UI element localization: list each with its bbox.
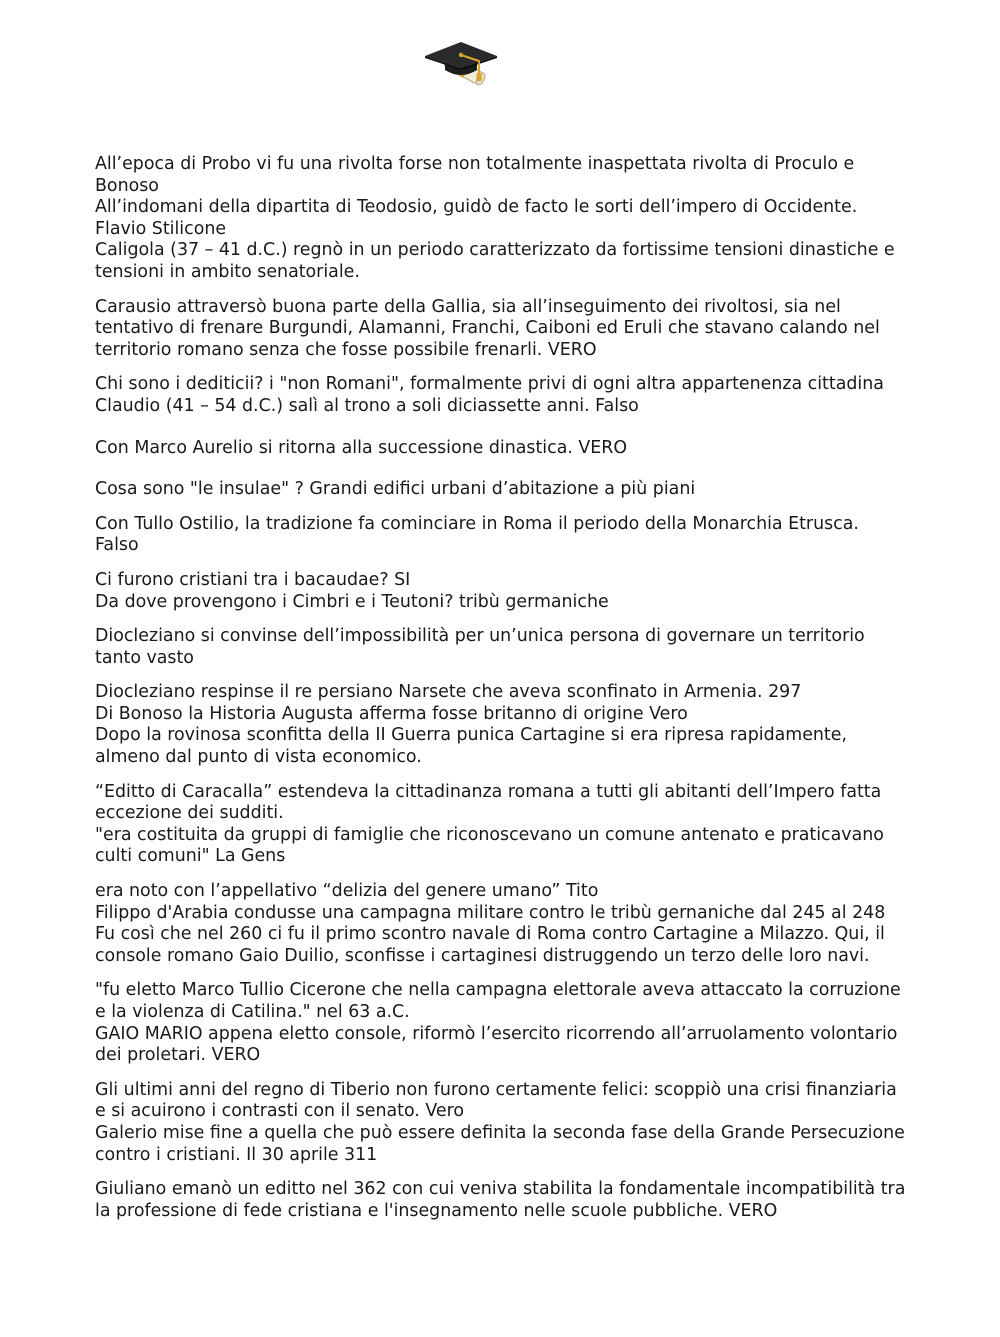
text-line: Diocleziano respinse il re persiano Narsete che aveva sconfinato in Armenia. 297 — [95, 682, 802, 703]
text-line: Con Marco Aurelio si ritorna alla successione dinastica. VERO — [95, 437, 628, 458]
text-line: Caligola (37 – 41 d.C.) regnò in un periodo caratterizzato da fortissime tensioni dinastiche e tensioni in ambito senatoriale. — [95, 240, 895, 282]
text-line: GAIO MARIO appena eletto console, riformò l’esercito ricorrendo all’arruolamento volontario dei proletari. VERO — [95, 1023, 898, 1066]
text-paragraph — [95, 980, 907, 1066]
text-line: Diocleziano si convinse dell’impossibilità per un’unica persona di governare un territorio tanto vasto — [95, 626, 865, 668]
text-paragraph — [95, 881, 907, 967]
text-line: All’indomani della dipartita di Teodosio, guidò de facto le sorti dell’impero di Occidente. Flavio Stilicone — [95, 197, 858, 239]
text-line: Fu così che nel 260 ci fu il primo scontro navale di Roma contro Cartagine a Milazzo. Qui, il console romano Gaio Duilio, sconfisse i cartaginesi distruggendo un terzo delle loro navi. — [95, 924, 885, 966]
text-paragraph — [95, 1179, 907, 1222]
text-line: "fu eletto Marco Tullio Cicerone che nella campagna elettorale aveva attaccato la corruzione e la violenza di Catilina." nel 63 a.C. — [95, 980, 901, 1022]
graduation-cap-icon — [421, 36, 501, 88]
text-line: Da dove provengono i Cimbri e i Teutoni? tribù germaniche — [95, 591, 609, 612]
text-paragraph — [95, 297, 907, 362]
text-paragraph — [95, 154, 907, 284]
text-line: Filippo d'Arabia condusse una campagna militare contro le tribù gernaniche dal 245 al 248 — [95, 902, 886, 923]
text-line: All’epoca di Probo vi fu una rivolta forse non totalmente inaspettata rivolta di Proculo e Bonoso — [95, 154, 855, 196]
text-paragraph — [95, 374, 907, 417]
text-line: Giuliano emanò un editto nel 362 con cui veniva stabilita la fondamentale incompatibilità tra la professione di fede cristiana e l'insegnamento nelle scuole pubbliche. VERO — [95, 1179, 906, 1221]
document-body — [95, 154, 907, 1235]
text-line: “Editto di Caracalla” estendeva la cittadinanza romana a tutti gli abitanti dell’Impero fatta eccezione dei sudditi. — [95, 781, 882, 824]
text-paragraph — [95, 570, 907, 613]
text-line: Gli ultimi anni del regno di Tiberio non furono certamente felici: scoppiò una crisi finanziaria e si acuirono i contrasti con il senato. Vero — [95, 1079, 897, 1122]
text-paragraph — [95, 626, 907, 669]
text-line: era noto con l’appellativo “delizia del genere umano” Tito — [95, 881, 599, 902]
text-line: Con Tullo Ostilio, la tradizione fa cominciare in Roma il periodo della Monarchia Etrusca. Falso — [95, 513, 859, 556]
text-paragraph — [95, 1080, 907, 1166]
text-paragraph — [95, 682, 907, 768]
text-paragraph — [95, 514, 907, 557]
text-line: Chi sono i dediticii? i "non Romani", formalmente privi di ogni altra appartenenza cittadina — [95, 374, 884, 395]
text-line: Dopo la rovinosa sconfitta della II Guerra punica Cartagine si era ripresa rapidamente, almeno dal punto di vista economico. — [95, 725, 847, 768]
text-line: Galerio mise fine a quella che può essere definita la seconda fase della Grande Persecuzione contro i cristiani. Il 30 aprile 311 — [95, 1122, 905, 1165]
text-paragraph — [95, 782, 907, 868]
text-line: Cosa sono "le insulae" ? Grandi edifici urbani d’abitazione a più piani — [95, 479, 696, 500]
text-line: Ci furono cristiani tra i bacaudae? SI — [95, 569, 411, 590]
text-line: Di Bonoso la Historia Augusta afferma fosse britanno di origine Vero — [95, 703, 688, 724]
text-line: "era costituita da gruppi di famiglie che riconoscevano un comune antenato e praticavano culti comuni" La Gens — [95, 824, 884, 867]
text-paragraph — [95, 479, 907, 501]
text-paragraph — [95, 438, 907, 460]
text-line: Claudio (41 – 54 d.C.) salì al trono a soli diciassette anni. Falso — [95, 395, 639, 416]
text-line: Carausio attraversò buona parte della Gallia, sia all’inseguimento dei rivoltosi, sia nel tentativo di frenare Burgundi, Alamanni, Franchi, Caiboni ed Eruli che stavano calando nel territorio romano senza che fosse possibile frenarli. VERO — [95, 296, 880, 360]
